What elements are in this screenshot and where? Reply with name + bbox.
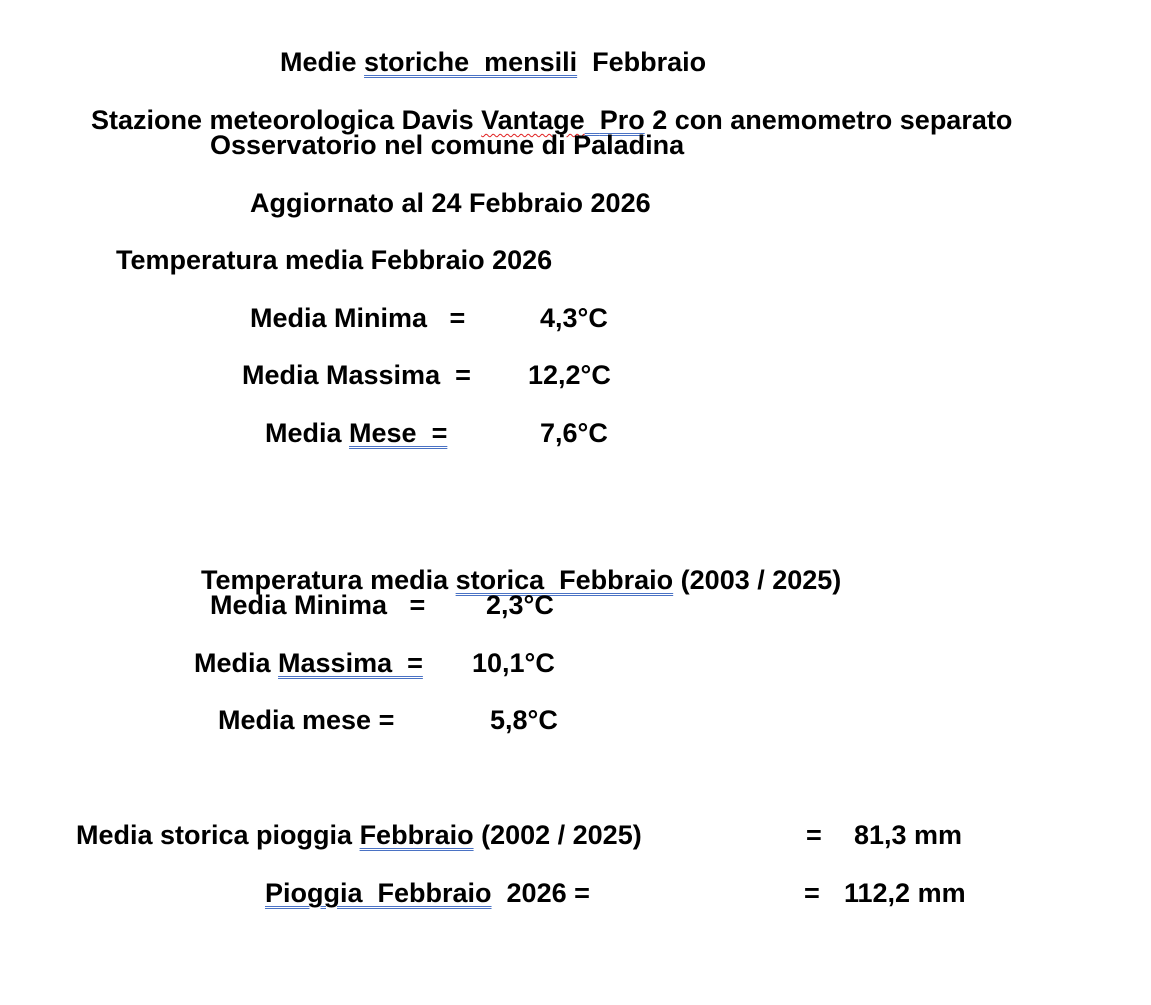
current-min-row — [0, 302, 1151, 334]
current-max-label: Media Massima = — [242, 360, 471, 390]
historical-heading-a: Temperatura media — [201, 565, 456, 595]
station-part-underlined: Pro — [599, 105, 645, 135]
historical-max-label-b: Massima = — [278, 648, 423, 678]
rain-historical-label-a: Media storica pioggia — [76, 820, 360, 850]
updated-line: Aggiornato al 24 Febbraio 2026 — [250, 188, 651, 218]
current-month-value: 7,6°C — [540, 418, 608, 448]
current-heading: Temperatura media Febbraio 2026 — [116, 245, 553, 275]
current-min-label: Media Minima = — [250, 303, 466, 333]
rain-current-label-a: Pioggia Febbraio — [265, 878, 492, 908]
rain-historical-label-c: (2002 / 2025) — [473, 820, 642, 850]
title-part: Febbraio — [577, 47, 707, 77]
rain-current-eq: = — [804, 878, 820, 908]
current-max-row — [0, 359, 1151, 391]
current-month-label-a: Media — [265, 418, 350, 448]
historical-heading — [186, 532, 841, 596]
current-month-row — [0, 417, 1151, 449]
rain-historical-value: 81,3 mm — [854, 820, 963, 850]
historical-min-label: Media Minima = — [210, 590, 426, 620]
station-part-spellcheck: Vantage — [481, 105, 585, 135]
historical-heading-b: storica Febbraio — [455, 565, 674, 595]
current-max-value: 12,2°C — [528, 360, 611, 390]
rain-current-value: 112,2 mm — [844, 878, 966, 908]
rain-historical-eq: = — [806, 820, 822, 850]
historical-min-value: 2,3°C — [486, 590, 554, 620]
current-month-label — [265, 417, 447, 449]
title-part-underlined: storiche mensili — [364, 47, 578, 77]
historical-max-label — [194, 647, 423, 679]
rain-current-row — [0, 877, 1151, 909]
title-part: Medie — [280, 47, 365, 77]
rain-historical-label-b: Febbraio — [359, 820, 474, 850]
historical-month-row — [0, 704, 1151, 736]
historical-max-value: 10,1°C — [472, 648, 555, 678]
rain-historical-label — [76, 819, 642, 851]
historical-max-row — [0, 647, 1151, 679]
rain-current-label-b: 2026 = — [491, 878, 590, 908]
observatory-line: Osservatorio nel comune di Paladina — [210, 130, 685, 160]
historical-heading-c: (2003 / 2025) — [673, 565, 842, 595]
station-line — [76, 72, 1012, 136]
rain-current-label — [265, 877, 590, 909]
station-part: 2 con anemometro separato — [644, 105, 1013, 135]
historical-month-value: 5,8°C — [490, 705, 558, 735]
current-min-value: 4,3°C — [540, 303, 608, 333]
historical-min-row — [0, 589, 1151, 621]
historical-month-label: Media mese = — [218, 705, 395, 735]
current-month-label-b: Mese = — [349, 418, 448, 448]
page-title — [265, 14, 706, 78]
historical-max-label-a: Media — [194, 648, 279, 678]
station-part: Stazione meteorologica Davis — [91, 105, 482, 135]
rain-historical-row — [0, 819, 1151, 851]
